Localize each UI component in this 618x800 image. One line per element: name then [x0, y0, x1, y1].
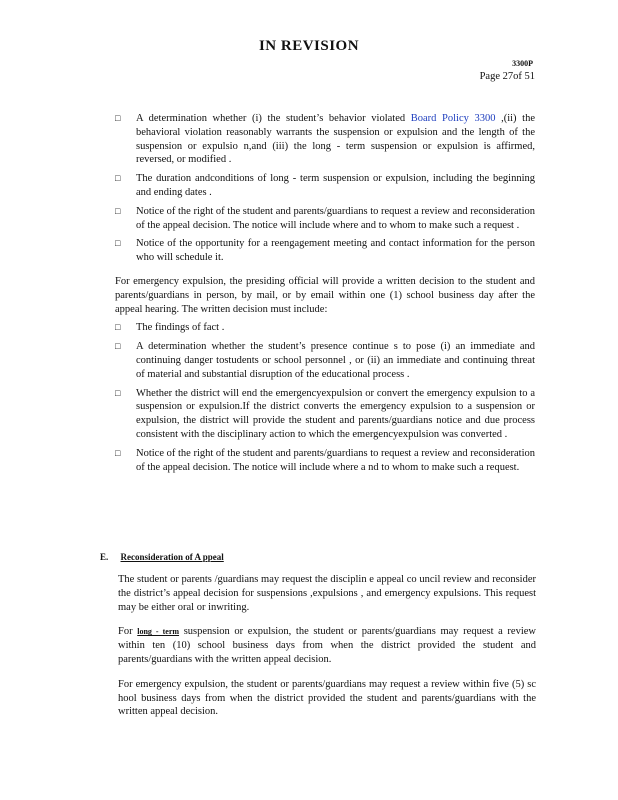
paragraph-text: For — [118, 626, 138, 638]
underlined-term: long - term — [137, 627, 180, 637]
section-heading — [100, 552, 224, 562]
list-item — [115, 112, 535, 167]
list-item-text: Notice of the right of the student and parents/guardians to request a review and reconsideration of the appeal decision. The notice will include where and to whom to make such a request . — [136, 205, 535, 231]
list-item — [115, 321, 535, 335]
page-title: IN REVISION — [258, 38, 360, 54]
list-item-text: Whether the district will end the emergencyexpulsion or convert the emergency expulsion to a suspension or expulsion.If the district converts the emergency expulsion to a suspension or expulsion, the district will provide the student and parents/guardians notice and due process consistent with the disciplinary action to which the emergencyexpulsion was converted . — [136, 387, 535, 440]
board-policy-link[interactable]: Board Policy 3300 — [410, 113, 496, 124]
bullet-icon: □ — [115, 447, 121, 458]
section-paragraph: The student or parents /guardians may request the disciplin e appeal co uncil review and reconsider the district’s appeal decision for suspensions ,expulsions , and emergency expulsions. This request may be either oral or inwriting. — [118, 574, 536, 613]
section-title: Reconsideration of A ppeal — [120, 552, 224, 562]
bullet-icon: □ — [115, 238, 121, 249]
main-content — [115, 112, 535, 479]
bullet-icon: □ — [115, 341, 121, 352]
section-body — [118, 573, 536, 730]
decision-items-list — [115, 112, 535, 265]
section-paragraph — [118, 625, 536, 666]
list-item-text: ,(ii) the behavioral violation reasonably warrants the suspension or expulsion and the length of the suspension or expulsio n,and (iii) the long - term suspension or expulsion is affirmed, reversed, or modified . — [136, 113, 536, 166]
document-number: 3300P — [512, 59, 533, 68]
list-item — [115, 205, 535, 233]
list-item-text: A determination whether the student’s presence continue s to pose (i) an immediate and continuing danger tostudents or school personnel , or (ii) an immediate and continuing threat of material and substantial disruption of the educational process . — [136, 341, 535, 380]
list-item-text: The findings of fact . — [136, 322, 225, 334]
list-item — [115, 387, 535, 442]
list-item — [115, 172, 535, 200]
emergency-expulsion-paragraph: For emergency expulsion, the presiding official will provide a written decision to the student and parents/guardians in person, by mail, or by email within one (1) school business day after the appeal hearing. The written decision must include: — [115, 275, 535, 315]
list-item — [115, 447, 535, 475]
bullet-icon: □ — [115, 205, 121, 216]
list-item-text: The duration andconditions of long - term suspension or expulsion, including the beginning and ending dates . — [136, 173, 535, 198]
section-paragraph: For emergency expulsion, the student or parents/guardians may request a review within five (5) sc hool business days from when the district provided the student and parents/guardians with the written appeal decision. — [118, 678, 536, 718]
page-number: Page 27of 51 — [479, 71, 535, 82]
emergency-items-list — [115, 321, 535, 474]
list-item — [115, 237, 535, 265]
list-item — [115, 340, 535, 381]
bullet-icon: □ — [115, 387, 121, 398]
list-item-text: A determination whether (i) the student’s behavior violated — [136, 113, 411, 124]
bullet-icon: □ — [115, 173, 121, 184]
paragraph-text: suspension or expulsion, the student or parents/guardians may request a review within ten (10) school business days from when the district provided the student and parents/guardians with the written appeal decision. — [118, 626, 536, 665]
bullet-icon: □ — [115, 322, 121, 333]
bullet-icon: □ — [115, 113, 121, 123]
list-item-text: Notice of the opportunity for a reengagement meeting and contact information for the person who will schedule it. — [136, 238, 535, 264]
list-item-text: Notice of the right of the student and parents/guardians to request a review and reconsideration of the appeal decision. The notice will include where a nd to whom to make such a request. — [136, 447, 535, 473]
section-letter: E. — [100, 552, 109, 562]
